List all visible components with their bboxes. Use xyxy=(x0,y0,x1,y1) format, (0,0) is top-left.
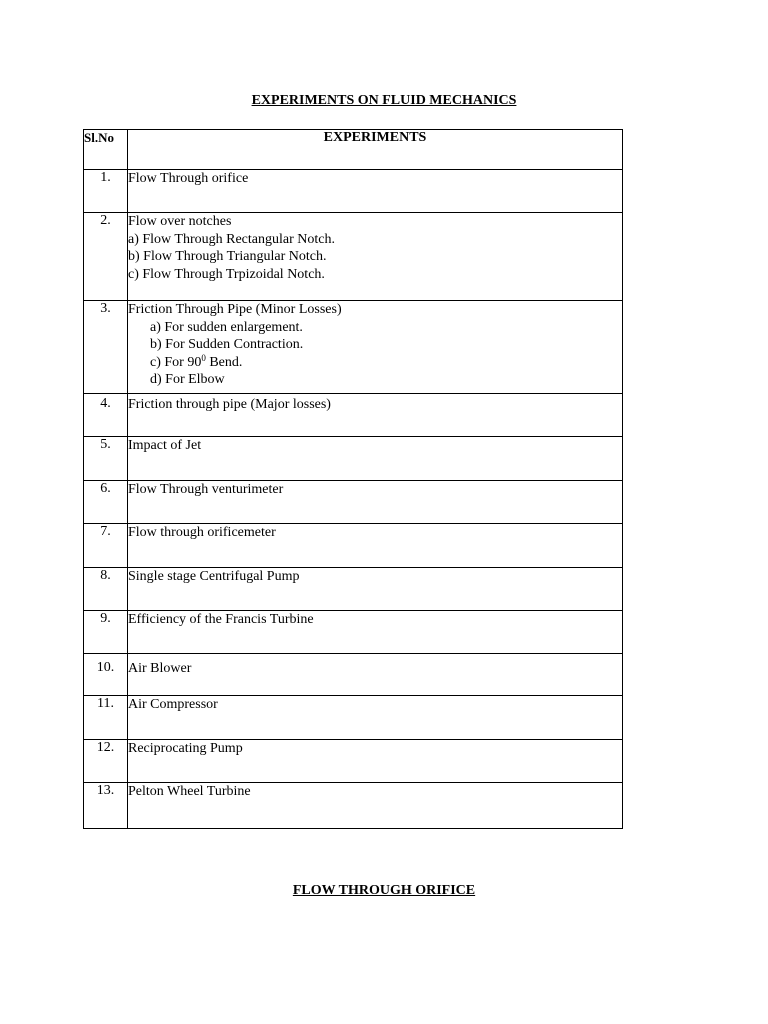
experiments-header: EXPERIMENTS xyxy=(128,130,623,170)
row-number: 12. xyxy=(84,740,128,783)
page-title: EXPERIMENTS ON FLUID MECHANICS xyxy=(251,93,517,108)
experiment-title-text: Reciprocating Pump xyxy=(128,741,243,756)
sub-item: b) Flow Through Triangular Notch. xyxy=(128,249,327,264)
row-number: 6. xyxy=(84,481,128,524)
sub-item: b) For Sudden Contraction. xyxy=(150,337,304,352)
row-number: 8. xyxy=(84,568,128,611)
experiment-title-text: Flow through orificemeter xyxy=(128,525,276,540)
table-row xyxy=(84,481,623,524)
section-title: FLOW THROUGH ORIFICE xyxy=(292,883,476,898)
experiment-title-text: Air Compressor xyxy=(128,697,218,712)
experiment-title-text: Efficiency of the Francis Turbine xyxy=(128,612,314,627)
experiment-title xyxy=(128,611,623,654)
row-number: 11. xyxy=(84,696,128,740)
sub-item: d) For Elbow xyxy=(150,372,225,387)
experiment-title xyxy=(128,696,623,740)
experiment-title xyxy=(128,783,623,829)
table-row xyxy=(84,524,623,568)
experiment-title-text: Flow over notches xyxy=(128,214,232,229)
table-row xyxy=(84,568,623,611)
experiment-title-text: Friction through pipe (Major losses) xyxy=(128,397,331,412)
experiment-title xyxy=(128,740,623,783)
table-row xyxy=(84,696,623,740)
sub-item: a) For sudden enlargement. xyxy=(150,319,303,335)
experiment-title xyxy=(128,654,623,696)
experiment-title-text: Pelton Wheel Turbine xyxy=(128,784,251,799)
experiment-title xyxy=(128,213,623,301)
experiment-title xyxy=(128,481,623,524)
table-row xyxy=(84,654,623,696)
row-number: 3. xyxy=(84,301,128,394)
row-number: 10. xyxy=(84,654,128,696)
row-number: 13. xyxy=(84,783,128,829)
sub-item-text: Bend. xyxy=(205,354,243,370)
row-number: 4. xyxy=(84,394,128,437)
table-row xyxy=(84,394,623,437)
sub-item xyxy=(128,354,622,372)
row-number: 7. xyxy=(84,524,128,568)
sub-item-text: c) For 90 xyxy=(150,354,202,370)
experiment-title-text: Impact of Jet xyxy=(128,438,202,453)
table-header-row xyxy=(84,130,623,170)
table-row xyxy=(84,783,623,829)
sub-item: a) Flow Through Rectangular Notch. xyxy=(128,231,335,247)
experiment-title-text: Flow Through orifice xyxy=(128,171,249,186)
experiment-title-text: Flow Through venturimeter xyxy=(128,482,284,497)
experiment-title-text: Single stage Centrifugal Pump xyxy=(128,569,300,584)
table-row xyxy=(84,170,623,213)
sl-no-header: Sl.No xyxy=(84,130,128,170)
experiment-title xyxy=(128,437,623,481)
row-number: 9. xyxy=(84,611,128,654)
row-number: 5. xyxy=(84,437,128,481)
row-number: 2. xyxy=(84,213,128,301)
table-row xyxy=(84,437,623,481)
table-row xyxy=(84,213,623,301)
experiment-title-text: Air Blower xyxy=(128,661,192,676)
experiment-title xyxy=(128,568,623,611)
table-row xyxy=(84,301,623,394)
degree-superscript: 0 xyxy=(201,352,206,363)
experiment-title xyxy=(128,170,623,213)
experiment-title-text: Friction Through Pipe (Minor Losses) xyxy=(128,302,342,317)
experiment-title xyxy=(128,394,623,437)
experiment-title xyxy=(128,301,623,394)
row-number: 1. xyxy=(84,170,128,213)
sub-item: c) Flow Through Trpizoidal Notch. xyxy=(128,266,325,282)
experiment-title xyxy=(128,524,623,568)
table-row xyxy=(84,611,623,654)
table-row xyxy=(84,740,623,783)
experiments-table xyxy=(83,129,623,829)
